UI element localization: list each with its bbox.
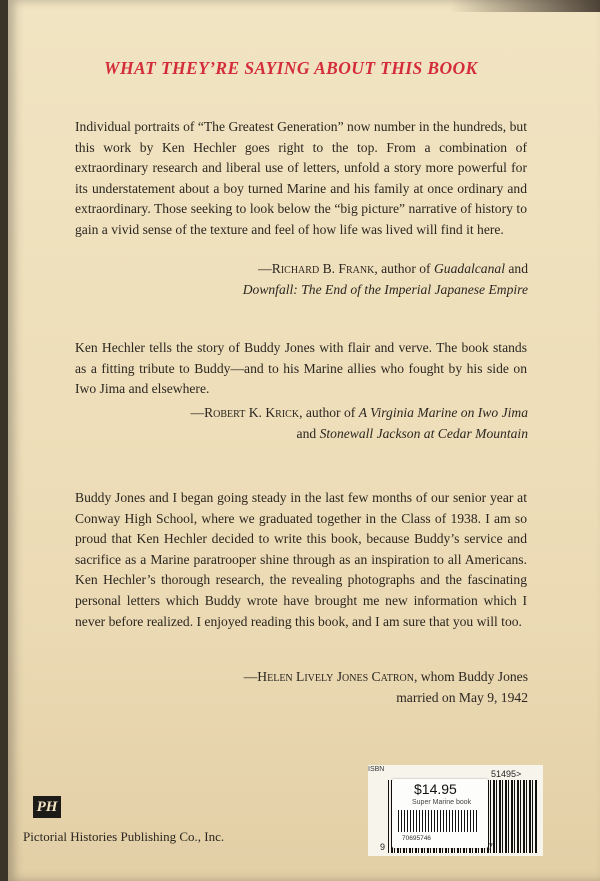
review-3-author-role: , whom Buddy Jones (413, 669, 528, 684)
barcode-digit-right: 7 (488, 842, 494, 852)
review-2-book-2: Stonewall Jackson at Cedar Mountain (319, 425, 528, 441)
barcode-digit-left: 9 (380, 842, 386, 852)
review-2-text: Ken Hechler tells the story of Buddy Jones with flair and verve. The book stands as a fitting tribute to Buddy—and to his Marine allies who fought by his side on Iwo Jima and elsewhere. (75, 340, 527, 397)
sticker-barcode (398, 810, 478, 832)
price-label: $14.95 (414, 781, 457, 797)
review-3-author: —Helen Lively Jones Catron (243, 669, 414, 684)
review-1-and: and (504, 261, 528, 276)
review-1-author: —Richard B. Frank (258, 261, 375, 276)
publisher-name: Pictorial Histories Publishing Co., Inc. (23, 829, 225, 844)
review-1-book-1: Guadalcanal (433, 261, 505, 276)
sticker-description: Super Marine book (412, 799, 472, 806)
review-1-text: Individual portraits of “The Greatest Generation” now number in the hundreds, but this work by Ken Hechler goes right to the top. From a combination of extraordinary research and liberal use of letters, unfold a story more powerful for its understatement about a boy turned Marine and his family at once ordinary and extraordinary. Those seeking to look below the “big picture” narrative of history to gain a vivid sense of the texture and feel of how life was lived will find it here. (75, 119, 527, 237)
review-2-attribution (68, 403, 528, 444)
review-3-text: Buddy Jones and I began going steady in the last few months of our senior year at Conway High School, where we graduated together in the Class of 1938. I am so proud that Ken Hechler decided to write this book, because Buddy’s service and sacrifice as a Marine paratrooper shine through as an inspiration to all Americans. Ken Hechler’s thorough research, the revealing photographs and the fascinating personal letters which Buddy wrote have brought me new information which I never before realized. I enjoyed reading this book, and I am sure that you will too. (75, 490, 527, 629)
review-1-author-role: , author of (374, 261, 434, 276)
review-2-author: —Robert K. Krick (190, 405, 300, 420)
review-1-attribution (68, 259, 528, 300)
review-3-date: married on May 9, 1942 (396, 689, 528, 705)
publisher-logo: PH (33, 796, 61, 818)
top-shadow (450, 0, 600, 12)
review-3-attribution (68, 667, 528, 708)
sticker-code: 70695746 (402, 835, 431, 842)
price-sticker (392, 779, 488, 848)
review-2-and: and (296, 425, 320, 441)
review-2-author-role: , author of (299, 405, 359, 420)
review-1-book-2: Downfall: The End of the Imperial Japanese Empire (242, 281, 528, 297)
barcode-price-code: 51495> (491, 769, 522, 779)
reviews-heading: WHAT THEY’RE SAYING ABOUT THIS BOOK (104, 58, 478, 78)
review-2-book-1: A Virginia Marine on Iwo Jima (358, 405, 528, 420)
isbn-label: ISBN (368, 766, 385, 773)
